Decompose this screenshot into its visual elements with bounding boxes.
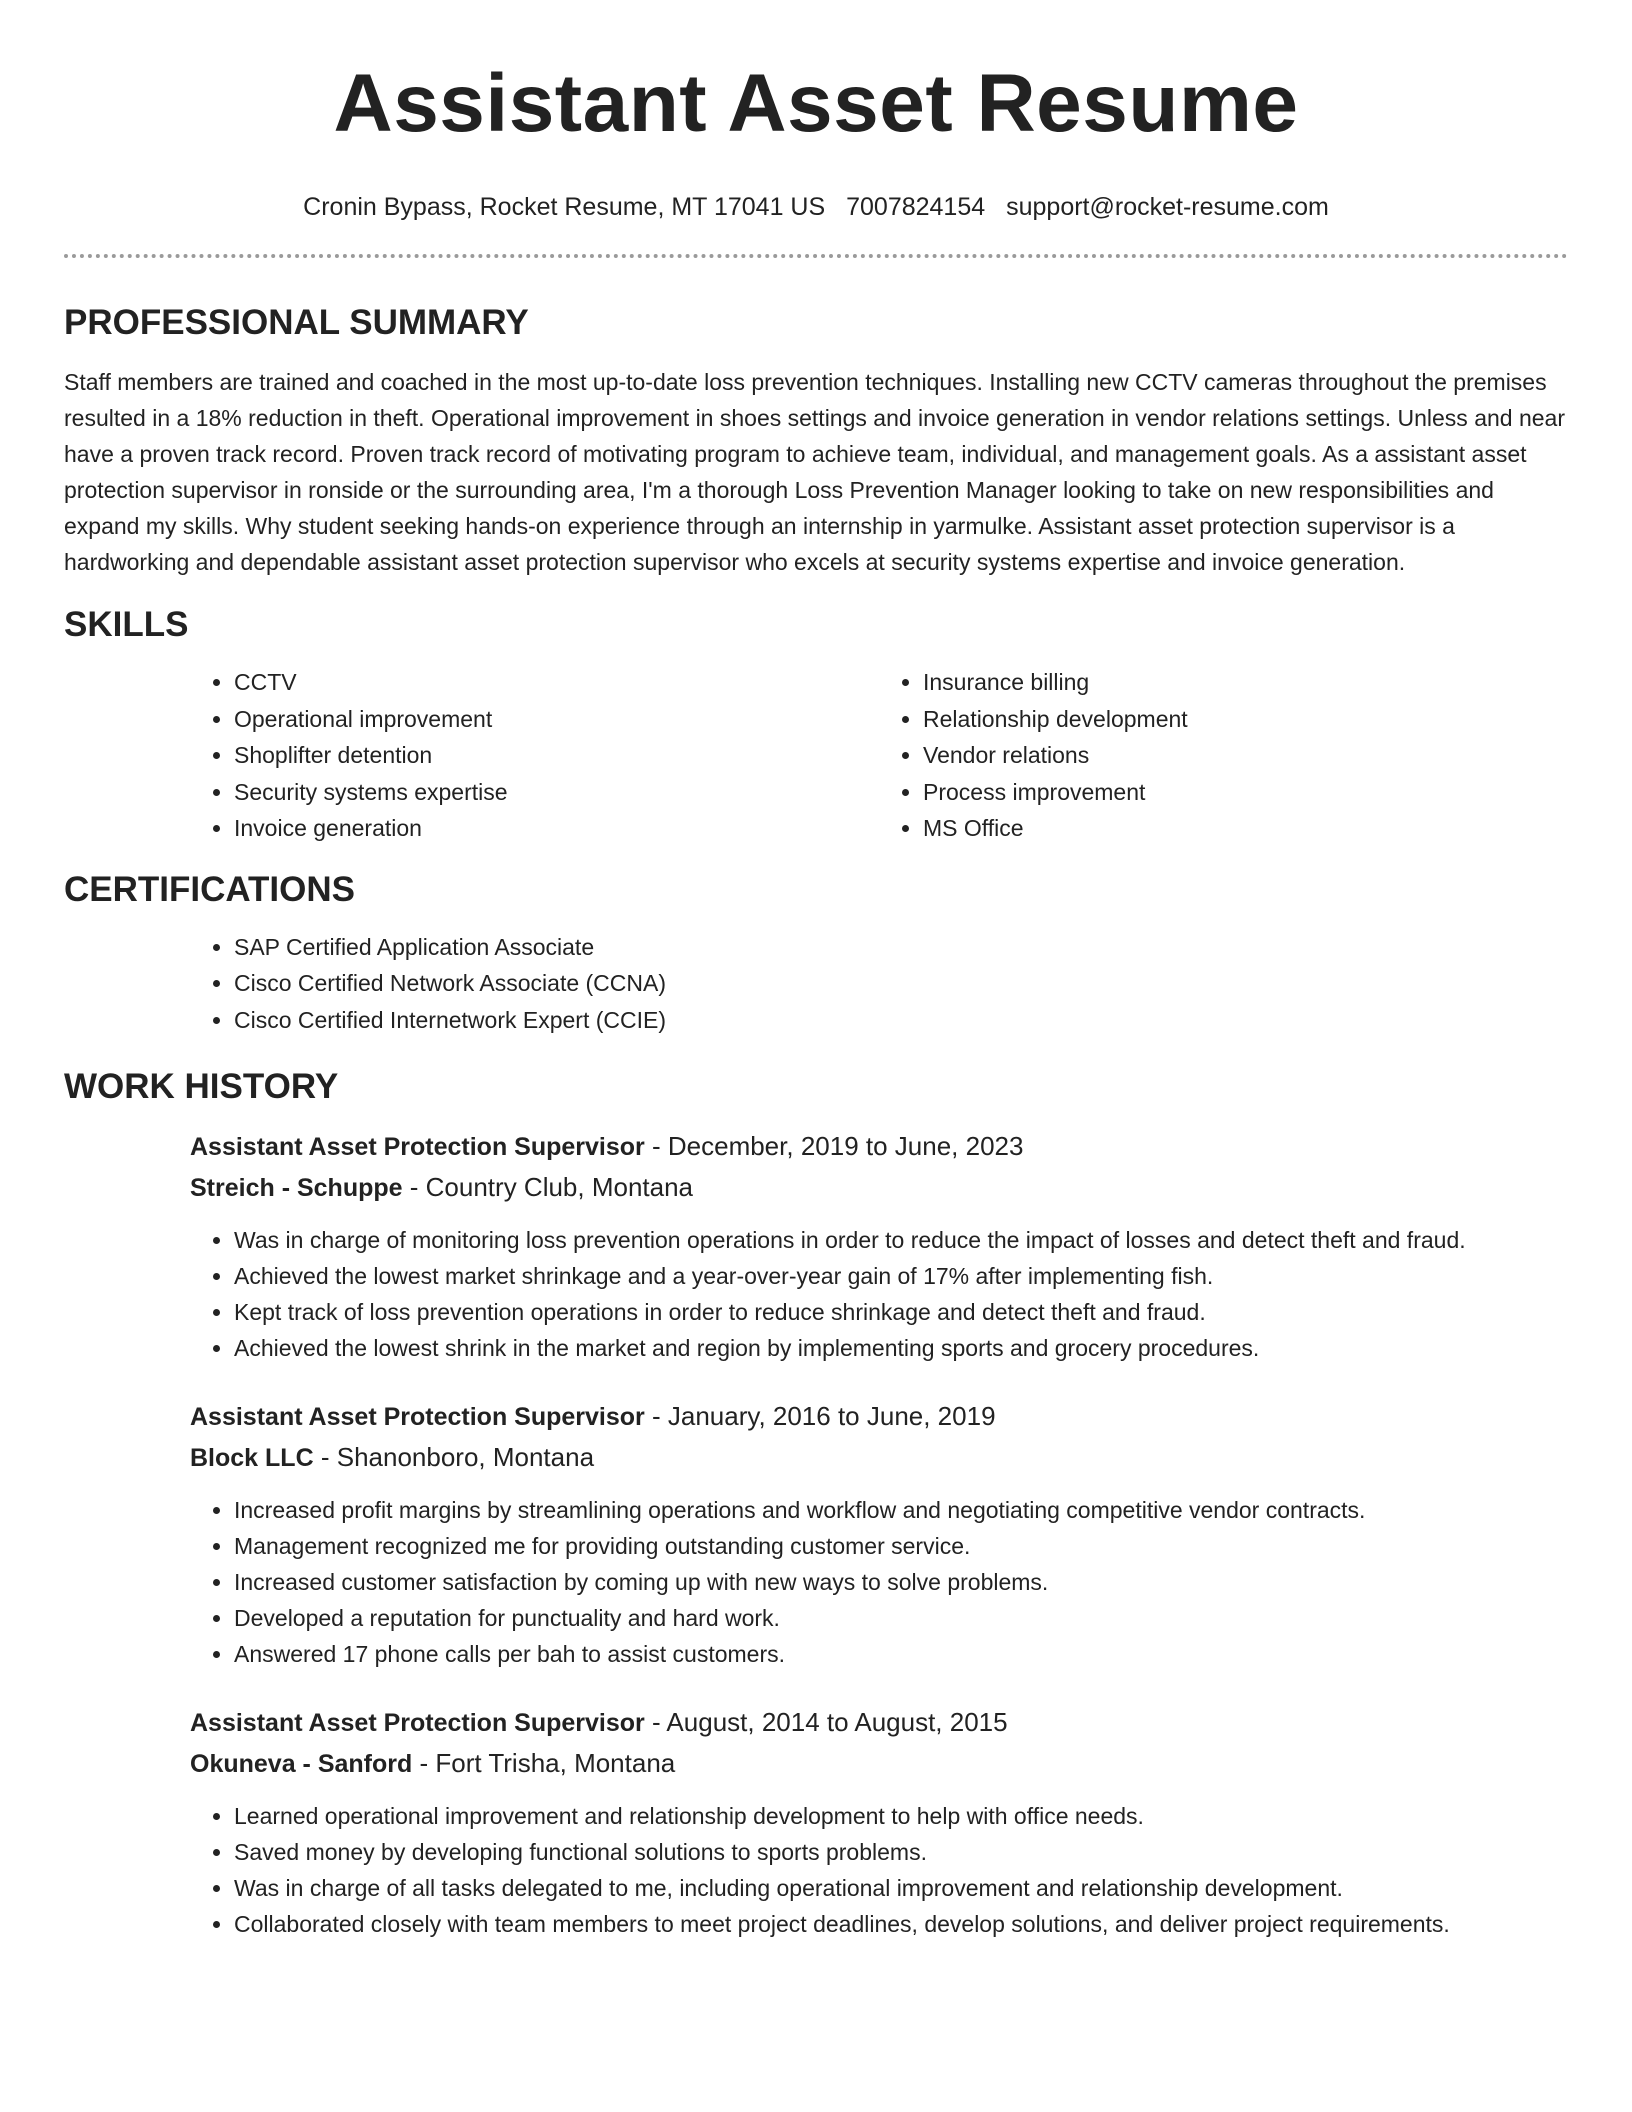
job-entry	[190, 1126, 1568, 1366]
job-bullet: • Learned operational improvement and relationship development to help with office needs.	[234, 1798, 1568, 1834]
email: support@rocket-resume.com	[1006, 193, 1329, 221]
dotted-divider	[64, 254, 1568, 258]
certification-item: • Cisco Certified Internetwork Expert (CCIE)	[234, 1002, 1568, 1039]
job-title-line	[190, 1396, 1568, 1437]
skills-column-right	[879, 664, 1568, 847]
job-title-line	[190, 1702, 1568, 1743]
job-location: - Shanonboro, Montana	[313, 1442, 595, 1472]
summary-text: Staff members are trained and coached in the most up-to-date loss prevention techniques. Installing new CCTV cameras throughout the premises resulted in a 18% reduction in theft. Operational improvement in shoes settings and invoice generation in vendor relations settings. Unless and near have a proven track record. Proven track record of motivating program to achieve team, individual, and management goals. As a assistant asset protection supervisor in ronside or the surrounding area, I'm a thorough Loss Prevention Manager looking to take on new responsibilities and expand my skills. Why student seeking hands-on experience through an internship in yarmulke. Assistant asset protection supervisor is a hardworking and dependable assistant asset protection supervisor who excels at security systems expertise and invoice generation.	[64, 369, 1565, 575]
job-dates: - August, 2014 to August, 2015	[644, 1707, 1008, 1737]
job-bullet: • Saved money by developing functional solutions to sports problems.	[234, 1834, 1568, 1870]
job-bullet: • Achieved the lowest shrink in the market and region by implementing sports and grocery procedures.	[234, 1330, 1568, 1366]
job-dates: - January, 2016 to June, 2019	[644, 1401, 996, 1431]
resume-title: Assistant Asset Resume	[333, 58, 1299, 149]
job-company-line	[190, 1437, 1568, 1478]
phone: 7007824154	[846, 193, 986, 221]
address: Cronin Bypass, Rocket Resume, MT 17041 US	[303, 193, 826, 221]
job-bullet: • Increased profit margins by streamlining operations and workflow and negotiating competitive vendor contracts.	[234, 1492, 1568, 1528]
job-bullet: • Increased customer satisfaction by coming up with new ways to solve problems.	[234, 1564, 1568, 1600]
skill-item: • Invoice generation	[234, 810, 879, 847]
job-bullet: • Was in charge of monitoring loss prevention operations in order to reduce the impact of losses and detect theft and fraud.	[234, 1222, 1568, 1258]
skill-item: • Vendor relations	[923, 737, 1568, 774]
job-title: Assistant Asset Protection Supervisor	[190, 1403, 645, 1431]
certification-item: • SAP Certified Application Associate	[234, 929, 1568, 966]
job-entry	[190, 1396, 1568, 1672]
job-title-line	[190, 1126, 1568, 1167]
job-bullets	[190, 1798, 1568, 1942]
work-history-heading: WORK HISTORY	[64, 1067, 339, 1106]
skill-item: • Operational improvement	[234, 701, 879, 738]
job-location: - Fort Trisha, Montana	[412, 1748, 676, 1778]
skill-item: • Relationship development	[923, 701, 1568, 738]
skill-item: • Process improvement	[923, 774, 1568, 811]
job-location: - Country Club, Montana	[402, 1172, 694, 1202]
job-bullet: • Kept track of loss prevention operations in order to reduce shrinkage and detect theft and fraud.	[234, 1294, 1568, 1330]
job-entry	[190, 1702, 1568, 1942]
skill-item: • Insurance billing	[923, 664, 1568, 701]
skill-item: • Shoplifter detention	[234, 737, 879, 774]
job-bullet: • Answered 17 phone calls per bah to assist customers.	[234, 1636, 1568, 1672]
job-company-line	[190, 1743, 1568, 1784]
job-company: Block LLC	[190, 1444, 314, 1472]
job-dates: - December, 2019 to June, 2023	[644, 1131, 1024, 1161]
job-company-line	[190, 1167, 1568, 1208]
skills-list	[190, 664, 1568, 847]
skill-item: • CCTV	[234, 664, 879, 701]
job-company: Okuneva - Sanford	[190, 1750, 413, 1778]
contact-line	[64, 192, 1568, 222]
certifications-list	[190, 929, 1568, 1039]
job-title: Assistant Asset Protection Supervisor	[190, 1133, 645, 1161]
skills-heading: SKILLS	[64, 605, 189, 644]
job-bullet: • Collaborated closely with team members to meet project deadlines, develop solutions, and deliver project requirements.	[234, 1906, 1568, 1942]
skill-item: • MS Office	[923, 810, 1568, 847]
job-company: Streich - Schuppe	[190, 1174, 403, 1202]
skills-column-left	[190, 664, 879, 847]
job-bullets	[190, 1492, 1568, 1672]
job-bullets	[190, 1222, 1568, 1366]
job-bullet: • Achieved the lowest market shrinkage and a year-over-year gain of 17% after implementing fish.	[234, 1258, 1568, 1294]
summary-heading: PROFESSIONAL SUMMARY	[64, 303, 529, 342]
certification-item: • Cisco Certified Network Associate (CCNA)	[234, 965, 1568, 1002]
job-title: Assistant Asset Protection Supervisor	[190, 1709, 645, 1737]
job-bullet: • Was in charge of all tasks delegated to me, including operational improvement and relationship development.	[234, 1870, 1568, 1906]
job-bullet: • Developed a reputation for punctuality and hard work.	[234, 1600, 1568, 1636]
certifications-heading: CERTIFICATIONS	[64, 869, 356, 909]
skill-item: • Security systems expertise	[234, 774, 879, 811]
job-bullet: • Management recognized me for providing outstanding customer service.	[234, 1528, 1568, 1564]
